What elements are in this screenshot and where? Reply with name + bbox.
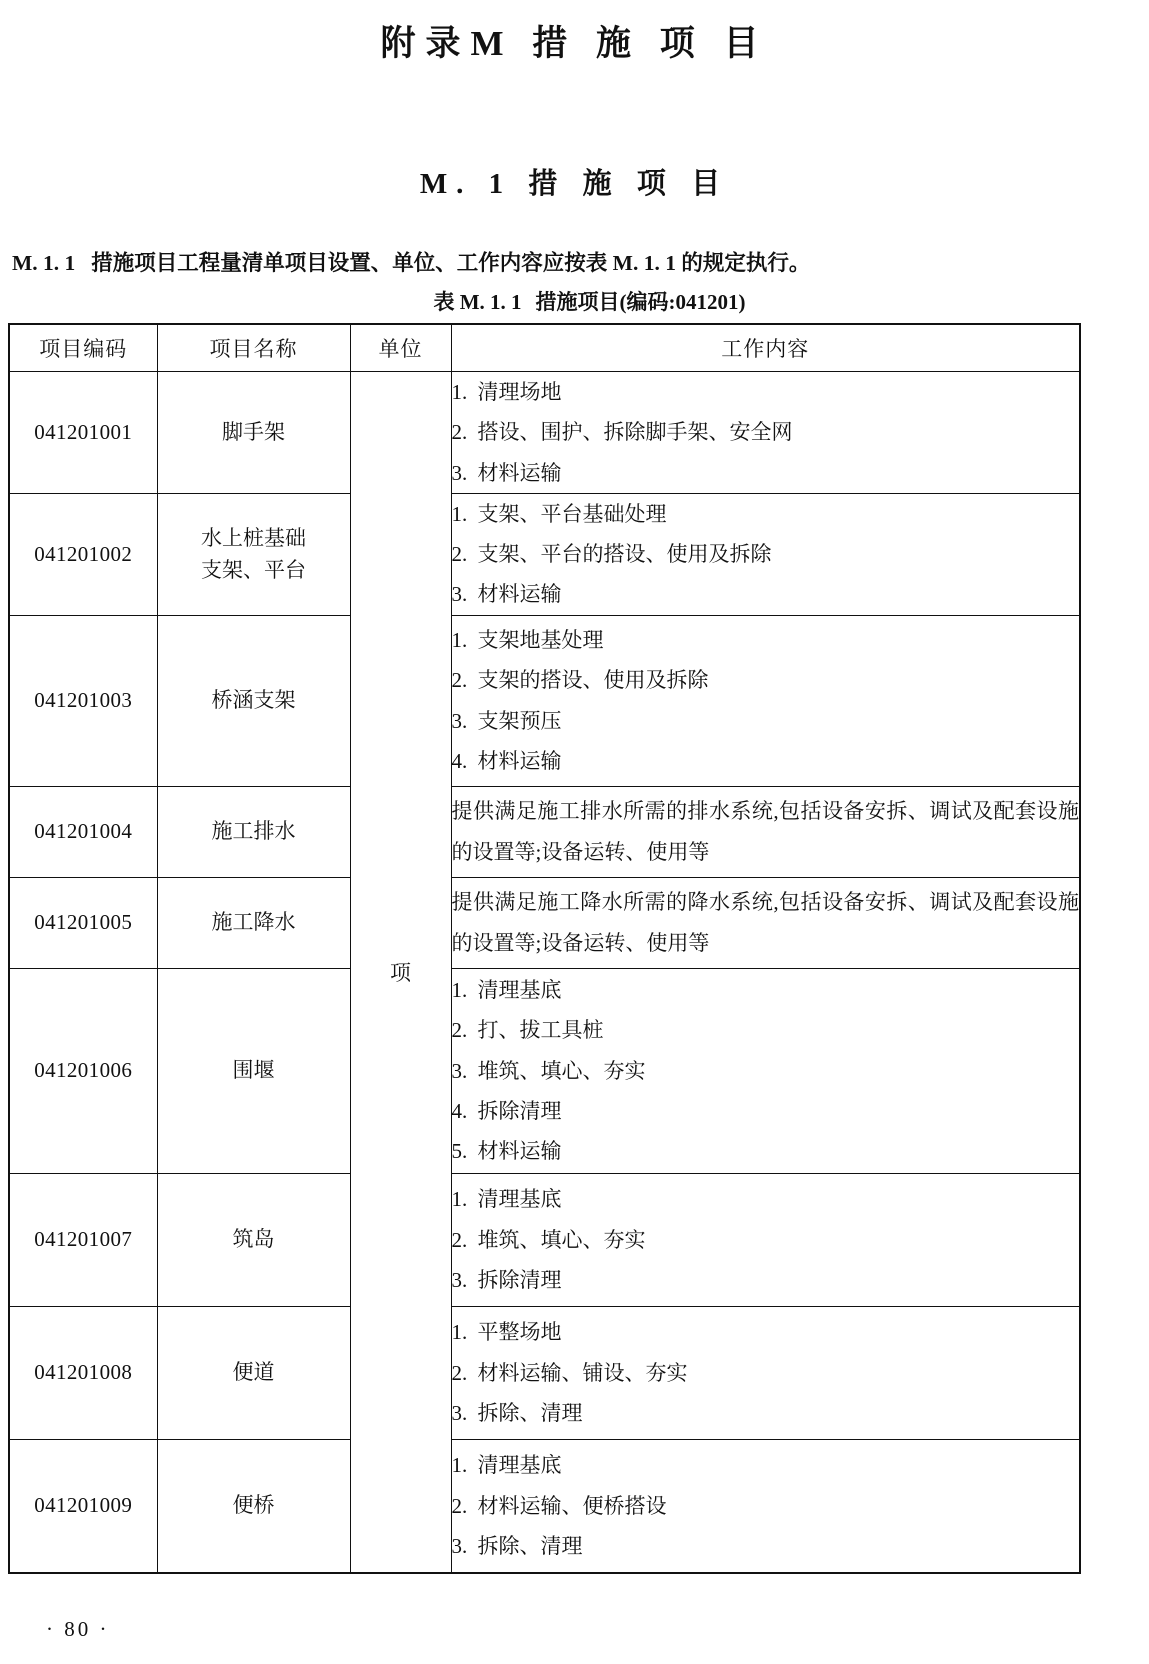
- table-caption-label: 表 M. 1. 1: [433, 289, 522, 314]
- table-row: [9, 1306, 1080, 1439]
- cell-item-code: 041201006: [9, 968, 157, 1173]
- work-item: 1. 清理基底: [451, 1453, 562, 1478]
- cell-item-code: 041201008: [9, 1306, 157, 1439]
- cell-item-code: 041201001: [9, 371, 157, 493]
- header-work-content: 工作内容: [451, 324, 1080, 372]
- section-title: M. 1 措 施 项 目: [419, 168, 730, 200]
- work-item: 4. 材料运输: [451, 749, 562, 774]
- work-item: 1. 清理基底: [451, 1187, 562, 1212]
- work-item: 3. 拆除清理: [451, 1267, 562, 1292]
- work-item: 2. 材料运输、便桥搭设: [451, 1493, 667, 1518]
- table-row: [9, 786, 1080, 877]
- cell-item-name: 便桥: [157, 1439, 350, 1573]
- work-item: 3. 支架预压: [451, 708, 562, 733]
- table-row: [9, 1173, 1080, 1306]
- table-row: [9, 968, 1080, 1173]
- cell-work-content: [451, 968, 1080, 1173]
- work-item: 4. 拆除清理: [451, 1098, 562, 1123]
- table-row: [9, 615, 1080, 786]
- cell-item-code: 041201002: [9, 493, 157, 615]
- cell-item-code: 041201007: [9, 1173, 157, 1306]
- work-paragraph: 提供满足施工降水所需的降水系统,包括设备安拆、调试及配套设施的设置等;设备运转、使用等: [451, 889, 1079, 955]
- work-item: 2. 搭设、围护、拆除脚手架、安全网: [451, 420, 793, 445]
- table-header-row: [9, 324, 1080, 372]
- clause-number: M. 1. 1: [12, 251, 76, 275]
- cell-work-content: [451, 1439, 1080, 1573]
- table-row: [9, 877, 1080, 968]
- work-item-list: [452, 494, 1080, 615]
- work-item: 1. 平整场地: [451, 1320, 562, 1345]
- cell-item-name: 施工排水: [157, 786, 350, 877]
- cell-item-code: 041201004: [9, 786, 157, 877]
- item-name-line: 支架、平台: [201, 558, 306, 583]
- page-number: · 80 ·: [46, 1617, 110, 1641]
- measure-items-table: [8, 323, 1081, 1574]
- work-item-list: [452, 372, 1080, 493]
- work-item-list: [452, 1312, 1080, 1433]
- cell-work-content: [451, 371, 1080, 493]
- cell-item-name: 脚手架: [157, 371, 350, 493]
- work-item: 3. 拆除、清理: [451, 1400, 583, 1425]
- table-row: [9, 371, 1080, 493]
- cell-item-code: 041201009: [9, 1439, 157, 1573]
- table-wrapper: [0, 323, 1149, 1574]
- work-item: 3. 材料运输: [451, 460, 562, 485]
- work-item: 2. 材料运输、铺设、夯实: [451, 1360, 688, 1385]
- cell-work-content: [451, 493, 1080, 615]
- work-item: 1. 支架地基处理: [451, 628, 604, 653]
- work-item: 1. 清理场地: [451, 379, 562, 404]
- cell-item-name: 便道: [157, 1306, 350, 1439]
- work-item: 2. 支架、平台的搭设、使用及拆除: [451, 542, 772, 567]
- clause-paragraph: [0, 202, 1149, 277]
- work-item: 2. 支架的搭设、使用及拆除: [451, 668, 709, 693]
- header-item-name: 项目名称: [157, 324, 350, 372]
- work-item: 3. 拆除、清理: [451, 1533, 583, 1558]
- work-item-list: [452, 620, 1080, 781]
- item-name-line: 水上桩基础: [201, 525, 306, 550]
- cell-item-code: 041201005: [9, 877, 157, 968]
- cell-item-name: 桥涵支架: [157, 615, 350, 786]
- cell-work-content: [451, 877, 1080, 968]
- table-row: [9, 493, 1080, 615]
- cell-item-name: 施工降水: [157, 877, 350, 968]
- table-row: [9, 1439, 1080, 1573]
- work-item: 5. 材料运输: [451, 1139, 562, 1164]
- cell-item-code: 041201003: [9, 615, 157, 786]
- work-item-list: [452, 1445, 1080, 1566]
- work-item: 1. 清理基底: [451, 977, 562, 1002]
- work-item-list: [452, 1179, 1080, 1300]
- work-item: 2. 打、拔工具桩: [451, 1018, 604, 1043]
- appendix-title: 附录M 措 施 项 目: [380, 24, 769, 63]
- clause-text: 措施项目工程量清单项目设置、单位、工作内容应按表 M. 1. 1 的规定执行。: [91, 251, 811, 275]
- cell-item-name: [157, 493, 350, 615]
- work-item-list: [452, 970, 1080, 1172]
- work-item: 3. 堆筑、填心、夯实: [451, 1058, 646, 1083]
- table-caption-title: 措施项目(编码:041201): [535, 289, 746, 314]
- cell-item-name: 围堰: [157, 968, 350, 1173]
- cell-item-name: 筑岛: [157, 1173, 350, 1306]
- cell-work-content: [451, 1306, 1080, 1439]
- work-item: 3. 材料运输: [451, 582, 562, 607]
- header-item-code: 项目编码: [9, 324, 157, 372]
- work-item: 2. 堆筑、填心、夯实: [451, 1227, 646, 1252]
- work-paragraph: 提供满足施工排水所需的排水系统,包括设备安拆、调试及配套设施的设置等;设备运转、使用等: [451, 798, 1079, 864]
- table-caption: [0, 277, 1149, 323]
- header-unit: 单位: [350, 324, 451, 372]
- cell-unit-merged: 项: [350, 371, 451, 1572]
- cell-work-content: [451, 615, 1080, 786]
- work-item: 1. 支架、平台基础处理: [451, 501, 667, 526]
- cell-work-content: [451, 1173, 1080, 1306]
- cell-work-content: [451, 786, 1080, 877]
- table-body: [9, 371, 1080, 1572]
